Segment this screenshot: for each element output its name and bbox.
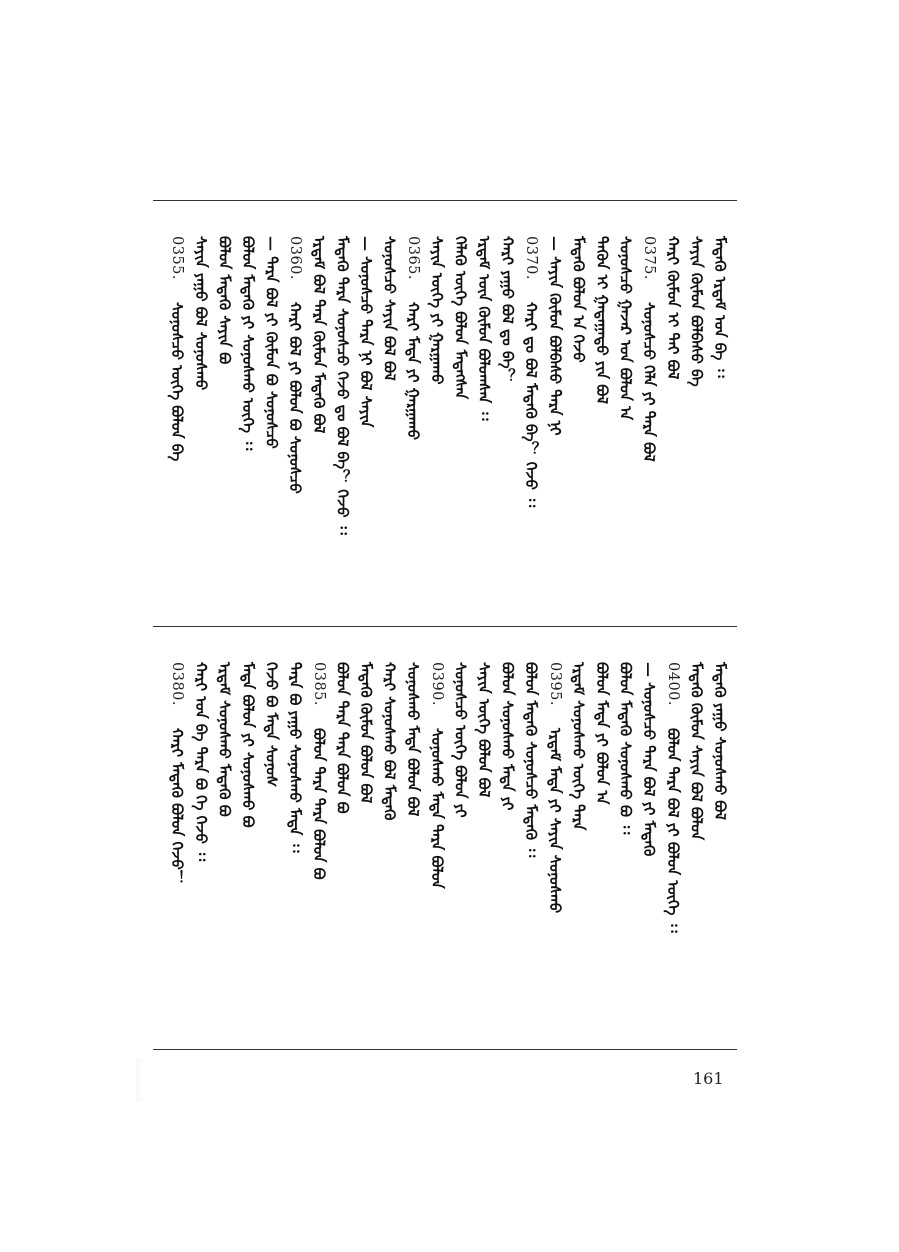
- verse-line: ᠪᠣᠯᠤᠨ ᠮᠡᠳᠡᠬᠦ ᠰᠣᠨᠣᠰᠴᠤ ᠮᠡᠳᠡᠬᠦ ᠄᠄: [522, 662, 541, 858]
- verse-line: ᠬᠠᠷᠢ ᠰᠣᠨᠣᠰᠬᠤ ᠪᠣᠯ ᠮᠡᠳᠡᠬᠦ: [380, 662, 399, 821]
- middle-rule: [153, 626, 737, 627]
- line-number: 0370.: [523, 236, 540, 281]
- verse-line: ᠰᠣᠨᠣᠰᠴᠤ ᠬᠡᠯᠡ ᠶᠢ ᠲᠡᠷᠡ ᠪᠣᠯ: [640, 302, 659, 462]
- line-number: 0355.: [169, 236, 186, 281]
- verse-line: ᠡᠷᠳᠡᠮ ᠰᠣᠨᠣᠰᠬᠤ ᠮᠡᠳᠡᠬᠦ ᠪᠣ: [215, 662, 234, 817]
- verse-line: ᠬᠠᠷᠢ ᠪᠣᠯ ᠶᠢ ᠪᠣᠯᠤᠨ ᠪᠣ ᠰᠣᠨᠣᠰᠴᠤ: [286, 302, 305, 494]
- scan-edge-shadow: [136, 1058, 144, 1102]
- verse-line: — ᠰᠣᠨᠣᠰᠴᠤ ᠲᠡᠷᠡ ᠪᠣᠯ ᠶᠢ ᠮᠡᠳᠡᠬᠦ: [640, 662, 659, 857]
- verse-line: ᠡᠷᠳᠡᠮ ᠰᠣᠨᠣᠰᠬᠤ ᠦᠭᠡ ᠲᠡᠷᠡ: [569, 662, 588, 831]
- verse-line: ᠲᠡᠷᠡ ᠪᠣ ᠶᠠᠭᠤ ᠰᠣᠨᠣᠰᠬᠤ ᠮᠡᠳᠡ ᠄᠄: [286, 662, 305, 853]
- verse-line: — ᠰᠠᠶᠢᠨ ᠬᠦᠮᠦᠨ ᠪᠣᠯᠪᠠᠰᠤ ᠲᠡᠷᠡ ᠨᠢ: [545, 236, 564, 436]
- verse-line: ᠬᠠᠷᠢ ᠶᠠᠭᠤ ᠪᠣᠯ ᠳᠤ ᠪᠠ？: [498, 236, 517, 384]
- verse-line: ᠬᠠᠷᠢ ᠳᠤ ᠪᠣᠯ ᠮᠡᠳᠡᠬᠦ ᠪᠠ？ ᠭᠡᠵᠦ ᠄᠄: [522, 302, 541, 508]
- verse-line: ᠰᠣᠨᠣᠰᠴᠤ ᠦᠭᠡ ᠪᠣᠯᠤᠨ ᠪᠠ: [168, 302, 187, 462]
- line-number: 0360.: [287, 236, 304, 281]
- line-number: 0395.: [546, 662, 563, 707]
- verse-line: ᠡᠷᠳᠡᠮ ᠪᠣᠯ ᠲᠡᠷᠡ ᠬᠦᠮᠦᠨ ᠮᠡᠳᠡᠬᠦ ᠪᠣᠯ: [309, 236, 328, 434]
- verse-block-top: [150, 236, 740, 596]
- verse-line: — ᠰᠣᠨᠣᠰᠴᠤ ᠲᠡᠷᠡ ᠨᠢ ᠪᠣᠯ ᠰᠠᠶᠢᠨ: [357, 236, 375, 428]
- verse-line: ᠰᠣᠨᠣᠰᠬᠤ ᠮᠡᠳᠡ ᠲᠡᠷᠡ ᠪᠣᠯᠤᠨ: [427, 728, 446, 889]
- verse-line: ᠰᠣᠨᠣᠰᠬᠤ ᠮᠡᠳᠡ ᠪᠣᠯᠤᠨ ᠪᠣᠯ: [404, 662, 423, 817]
- line-number: 0380.: [169, 662, 186, 707]
- verse-line: ᠪᠣᠯᠤᠨ ᠰᠣᠨᠣᠰᠬᠤ ᠮᠡᠳᠡ ᠶᠢ: [498, 662, 517, 811]
- bottom-rule: [153, 1049, 737, 1050]
- verse-line: ᠮᠡᠳᠡᠬᠦ ᠡᠷᠳᠡᠮ ᠤᠨ ᠪᠠ ᠄᠄: [711, 236, 729, 378]
- verse-line: ᠡᠷᠳᠡᠮ ᠮᠡᠳᠡ ᠶᠢ ᠰᠠᠶᠢᠨ ᠰᠣᠨᠣᠰᠬᠤ: [545, 728, 564, 914]
- verse-line: ᠮᠡᠳᠡᠬᠦ ᠪᠣᠯᠤᠨ ᠠ ᠭᠡᠵᠦ: [569, 236, 588, 363]
- verse-line: ᠮᠡᠳᠡᠬᠦ ᠬᠦᠮᠦᠨ ᠪᠣᠯᠤᠨ ᠪᠣᠯ: [357, 662, 375, 804]
- verse-line: ᠬᠠᠷᠢ ᠮᠡᠳᠡᠬᠦ ᠪᠣᠯᠤᠨ ᠭᠡᠵᠦ！: [168, 728, 187, 885]
- line-number: 0365.: [405, 236, 422, 281]
- verse-line: ᠬᠡᠯᠡᠬᠦ ᠦᠭᠡ ᠪᠣᠯᠤᠨ ᠮᠡᠳᠡᠭᠰᠡᠨ: [451, 236, 470, 400]
- verse-line: ᠰᠣᠨᠣᠰᠴᠤ ᠰᠠᠶᠢᠨ ᠪᠣᠯ ᠪᠣᠯ: [380, 236, 399, 381]
- verse-line: ᠪᠣᠯᠤᠨ ᠲᠡᠷᠡ ᠲᠡᠷᠡ ᠪᠣᠯᠤᠨ ᠪᠣ: [333, 662, 352, 814]
- line-number: 0375.: [641, 236, 658, 281]
- verse-line: ᠬᠠᠷᠢ ᠤᠨ ᠪᠠ ᠲᠡᠷᠡ ᠪᠣ ᠭᠡ ᠭᠡᠵᠦ ᠄᠄: [191, 662, 210, 862]
- verse-line: ᠡᠷᠳᠡᠮ ᠦᠨ ᠬᠦᠮᠦᠨ ᠪᠣᠯᠤᠭᠰᠠᠨ ᠄᠄: [475, 236, 493, 421]
- line-number: 0400.: [664, 662, 681, 707]
- verse-line: ᠮᠡᠳᠡ ᠪᠣᠯᠤᠨ ᠶᠢ ᠰᠣᠨᠣᠰᠬᠤ ᠪᠣ: [239, 662, 257, 828]
- verse-line: ᠰᠠᠶᠢᠨ ᠦᠭᠡ ᠶᠢ ᠭᠠᠷᠭᠠᠬᠤ: [427, 236, 446, 385]
- verse-line: ᠰᠣᠨᠣᠰᠴᠤ ᠦᠭᠡ ᠪᠣᠯᠤᠨ ᠶᠢ: [451, 662, 470, 818]
- verse-line: ᠰᠠᠶᠢᠨ ᠬᠦᠮᠦᠨ ᠪᠣᠯᠪᠠᠰᠤ ᠪᠡ: [687, 236, 706, 387]
- verse-line: ᠪᠣᠯᠤᠨ ᠮᠡᠳᠡᠬᠦ ᠶᠢ ᠰᠣᠨᠣᠰᠬᠤ ᠦᠭᠡ ᠄᠄: [239, 236, 257, 451]
- verse-line: ᠰᠠᠶᠢᠨ ᠦᠭᠡ ᠪᠣᠯᠤᠨ ᠪᠣᠯ: [475, 662, 493, 798]
- line-number: 0390.: [428, 662, 445, 707]
- verse-line: ᠪᠣᠯᠤᠨ ᠲᠡᠷᠡ ᠪᠣᠯ ᠶᠢ ᠪᠣᠯᠤᠨ ᠦᠭᠡ ᠄᠄: [663, 728, 682, 933]
- verse-block-bottom: [150, 662, 740, 1002]
- top-rule: [153, 200, 737, 201]
- verse-line: ᠮᠡᠳᠡᠬᠦ ᠬᠦᠮᠦᠨ ᠰᠠᠶᠢᠨ ᠪᠣᠯ ᠪᠣᠯᠤᠨ: [687, 662, 706, 841]
- verse-line: ᠪᠣᠯᠤᠨ ᠮᠡᠳᠡᠬᠦ ᠰᠣᠨᠣᠰᠬᠤ ᠪᠣ ᠄᠄: [616, 662, 635, 835]
- verse-line: ᠪᠣᠯᠤᠨ ᠮᠡᠳᠡ ᠶᠢ ᠪᠣᠯᠤᠨ ᠠ: [593, 662, 611, 805]
- verse-line: ᠮᠡᠳᠡᠬᠦ ᠲᠡᠷᠡ ᠰᠣᠨᠣᠰᠴᠤ ᠭᠡᠵᠦ ᠳᠤ ᠪᠣᠯ ᠪᠠ？ ᠭᠡᠵᠦ ᠄᠄: [333, 236, 352, 535]
- verse-line: ᠪᠣᠯᠤᠨ ᠲᠡᠷᠡ ᠲᠡᠷᠡ ᠪᠣᠯᠤᠨ ᠪᠣ: [309, 728, 328, 880]
- verse-line: ᠰᠠᠶᠢᠨ ᠶᠠᠭᠤ ᠪᠣᠯ ᠰᠣᠨᠣᠰᠬᠤ: [191, 236, 210, 391]
- verse-line: ᠭᠡᠵᠦ ᠪᠣ ᠮᠡᠳᠡ ᠰᠣᠨᠣᠰ: [262, 662, 281, 787]
- verse-line: ᠮᠡᠳᠡᠬᠦ ᠶᠠᠭᠤ ᠰᠣᠨᠣᠰᠬᠤ ᠪᠣᠯ: [711, 662, 729, 821]
- verse-line: — ᠲᠡᠷᠡ ᠪᠣᠯ ᠶᠢ ᠬᠦᠮᠦᠨ ᠪᠣ ᠰᠣᠨᠣᠰᠴᠤ: [262, 236, 281, 449]
- verse-line: ᠬᠠᠷᠢ ᠬᠦᠮᠦᠨ ᠢ ᠲᠡᠢ ᠪᠣᠯ: [663, 236, 682, 380]
- page-number: 161: [693, 1069, 724, 1088]
- verse-line: ᠲᠡᠭᠦᠨ ᠢ ᠭᠠᠳᠠᠭᠠᠳᠤ ᠶᠢᠨ ᠪᠣᠯ: [593, 236, 611, 404]
- line-number: 0385.: [310, 662, 327, 707]
- verse-line: ᠰᠣᠨᠣᠰᠴᠤ ᠭᠠᠵᠠᠷ ᠤᠨ ᠪᠣᠯᠤᠨ ᠠ: [616, 236, 635, 421]
- verse-line: ᠬᠠᠷᠢ ᠮᠡᠳᠡ ᠶᠢ ᠭᠠᠷᠭᠠᠬᠤ: [404, 302, 423, 441]
- verse-line: ᠪᠣᠯᠤᠨ ᠮᠡᠳᠡᠬᠦ ᠰᠠᠶᠢᠨ ᠪᠣ: [215, 236, 234, 365]
